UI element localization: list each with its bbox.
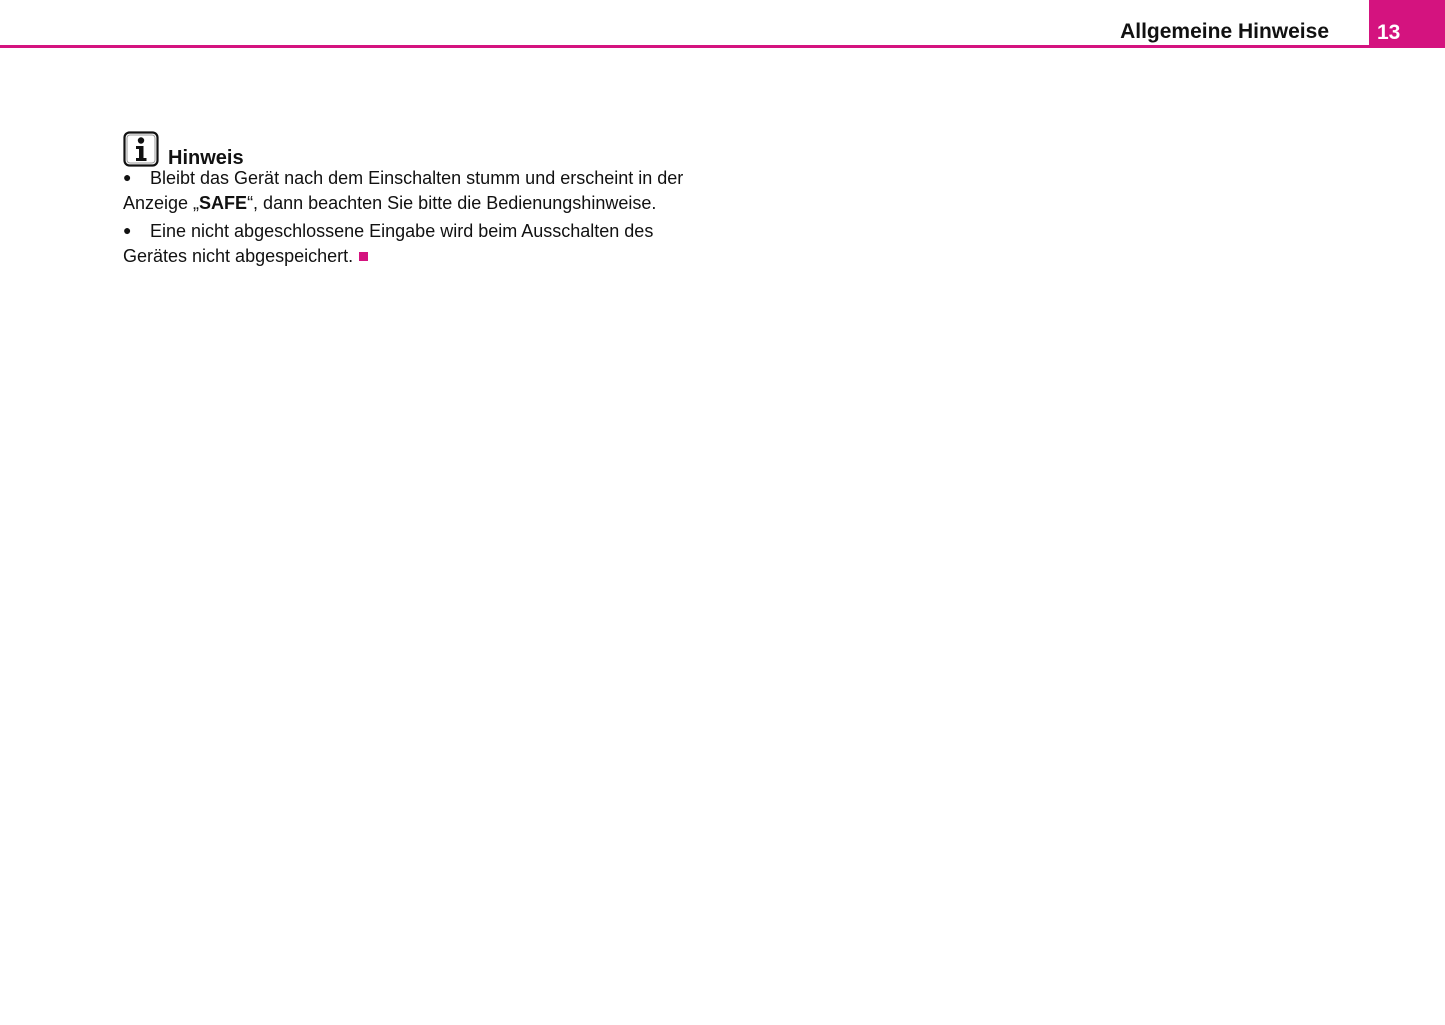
end-of-section-square: [359, 252, 368, 261]
safe-keyword: SAFE: [199, 192, 248, 213]
header-rule: [0, 45, 1369, 48]
note-box: [123, 129, 713, 268]
section-title: Allgemeine Hinweise: [1120, 20, 1329, 43]
bullet: ●: [123, 169, 132, 185]
bullet: ●: [123, 222, 132, 238]
note-item-2-text: Eine nicht abgeschlossene Eingabe wird beim Ausschalten des Gerätes nicht abgespeichert.: [123, 221, 654, 266]
note-item-1-text-end: “, dann beachten Sie bitte die Bedienungshinweise.: [247, 192, 657, 213]
note-title: Hinweis: [168, 147, 244, 169]
note-item-1-text-start: Bleibt das Gerät nach dem Einschalten stumm und erscheint in der Anzeige „: [123, 168, 684, 213]
page-number-box: [1369, 0, 1445, 48]
page-number: 13: [1377, 21, 1401, 44]
note-item-1: [123, 167, 713, 215]
note-header: [123, 129, 713, 167]
note-item-2: [123, 220, 713, 268]
info-icon: [123, 131, 159, 167]
